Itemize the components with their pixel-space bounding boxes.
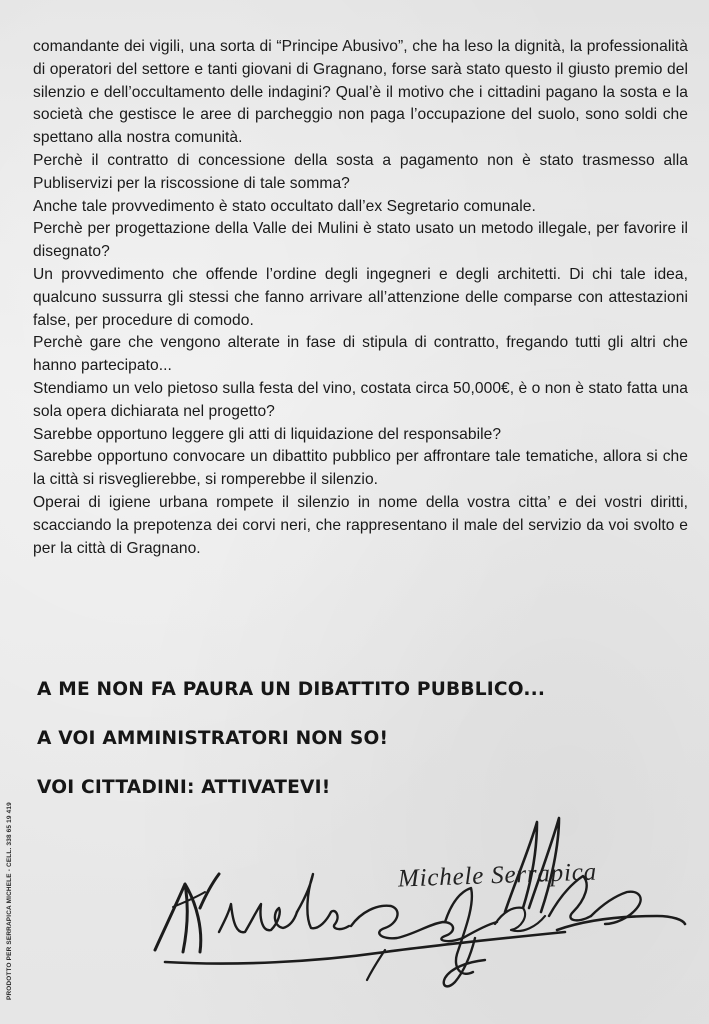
paragraph: Sarebbe opportuno leggere gli atti di liquidazione del responsabile? (33, 425, 502, 443)
side-credit: PRODOTTO PER SERRAPICA MICHELE - CELL. 338 65 19 419 (6, 802, 13, 1000)
paragraph: Perchè il contratto di concessione della sosta a pagamento non è stato trasmesso alla Publiservizi per la riscossione di tale somma? (33, 151, 688, 192)
paragraph: Perchè gare che vengono alterate in fase di stipula di contratto, fregando tutti gli altri che hanno partecipato... (33, 334, 688, 375)
slogan-line: A ME NON FA PAURA UN DIBATTITO PUBBLICO... (37, 679, 546, 700)
slogan-block (37, 678, 677, 825)
paragraph: Sarebbe opportuno convocare un dibattito pubblico per affrontare tale tematiche, allora si che la città si risveglierebbe, si romperebbe il silenzio. (33, 448, 688, 489)
paragraph: Stendiamo un velo pietoso sulla festa del vino, costata circa 50,000€, è o non è stato fatta una sola opera dichiarata nel progetto? (33, 379, 688, 420)
paragraph: Un provvedimento che offende l’ordine degli ingegneri e degli architetti. Di chi tale idea, qualcuno sussurra gli stessi che fanno arrivare all’attenzione delle comparse con attestazioni false, per procedure di comodo. (33, 265, 688, 329)
printed-name: Michele Serrapica (397, 858, 598, 893)
body-text (33, 36, 688, 560)
paragraph: Operai di igiene urbana rompete il silenzio in nome della vostra citta’ e dei vostri diritti, scacciando la prepotenza dei corvi neri, che rappresentano il male del servizio da voi svolto e per la città di Gragnano. (33, 493, 688, 557)
paragraph: Anche tale provvedimento è stato occultato dall’ex Segretario comunale. (33, 197, 536, 215)
paragraph: comandante dei vigili, una sorta di “Principe Abusivo”, che ha leso la dignità, la professionalità di operatori del settore e tanti giovani di Gragnano, forse sarà stato questo il giusto premio del silenzio e dell’occultamento delle indagini? Qual’è il motivo che i cittadini pagano la sosta e la società che gestisce le aree di parcheggio non paga l’occupazione del suolo, sono soldi che spettano alla nostra comunità. (33, 38, 688, 147)
paragraph: Perchè per progettazione della Valle dei Mulini è stato usato un metodo illegale, per favorire il disegnato? (33, 220, 688, 261)
slogan-line: VOI CITTADINI: ATTIVATEVI! (37, 777, 331, 798)
slogan-line: A VOI AMMINISTRATORI NON SO! (37, 728, 389, 749)
handwritten-signature (145, 812, 690, 992)
